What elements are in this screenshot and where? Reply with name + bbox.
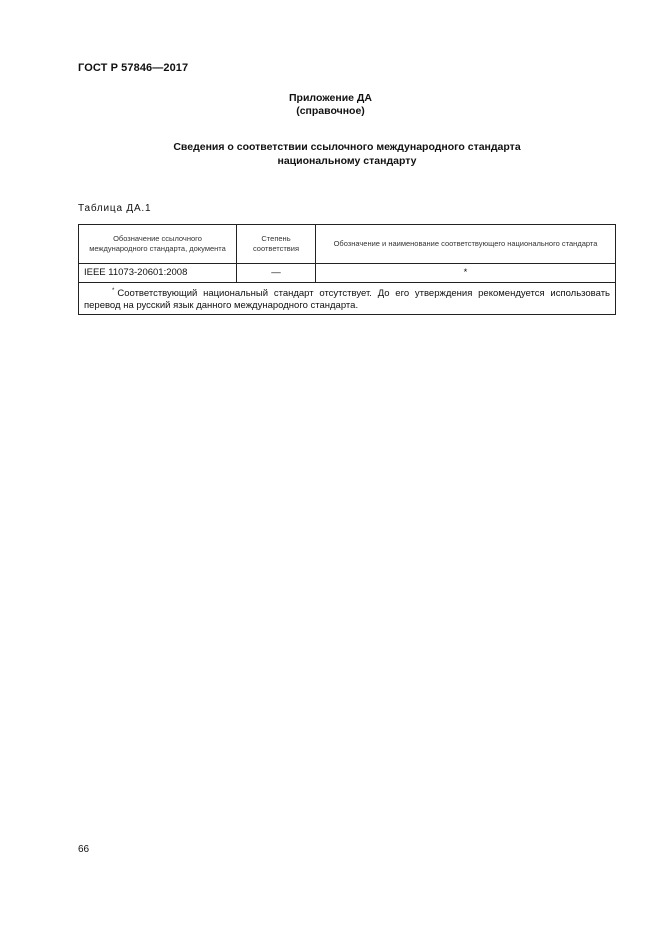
table-row (79, 264, 616, 283)
column-header-degree: Степень соответствия (237, 225, 316, 264)
column-header-national: Обозначение и наименование соответствующего национального стандарта (316, 225, 616, 264)
document-code: ГОСТ Р 57846—2017 (78, 62, 189, 74)
appendix-header (0, 92, 661, 118)
section-heading (0, 141, 661, 168)
table-caption: Таблица ДА.1 (78, 203, 152, 214)
table-footnote-row (79, 283, 616, 315)
appendix-title: Приложение ДА (289, 92, 372, 104)
page-number: 66 (78, 844, 90, 855)
section-heading-line-2: национальному стандарту (277, 154, 417, 167)
table-header-row (79, 225, 616, 264)
footnote-text: Соответствующий национальный стандарт отсутствует. До его утверждения рекомендуется использовать перевод на русский язык данного международного стандарта. (84, 288, 610, 311)
cell-reference: IEEE 11073-20601:2008 (79, 264, 237, 283)
correspondence-table (78, 224, 616, 315)
cell-degree: — (237, 264, 316, 283)
section-heading-line-1: Сведения о соответствии ссылочного международного стандарта (173, 141, 521, 153)
table-footnote (79, 283, 616, 315)
cell-national: * (316, 264, 616, 283)
appendix-type: (справочное) (296, 105, 365, 117)
column-header-reference: Обозначение ссылочного международного стандарта, документа (79, 225, 237, 264)
footnote-mark: * (112, 288, 115, 294)
